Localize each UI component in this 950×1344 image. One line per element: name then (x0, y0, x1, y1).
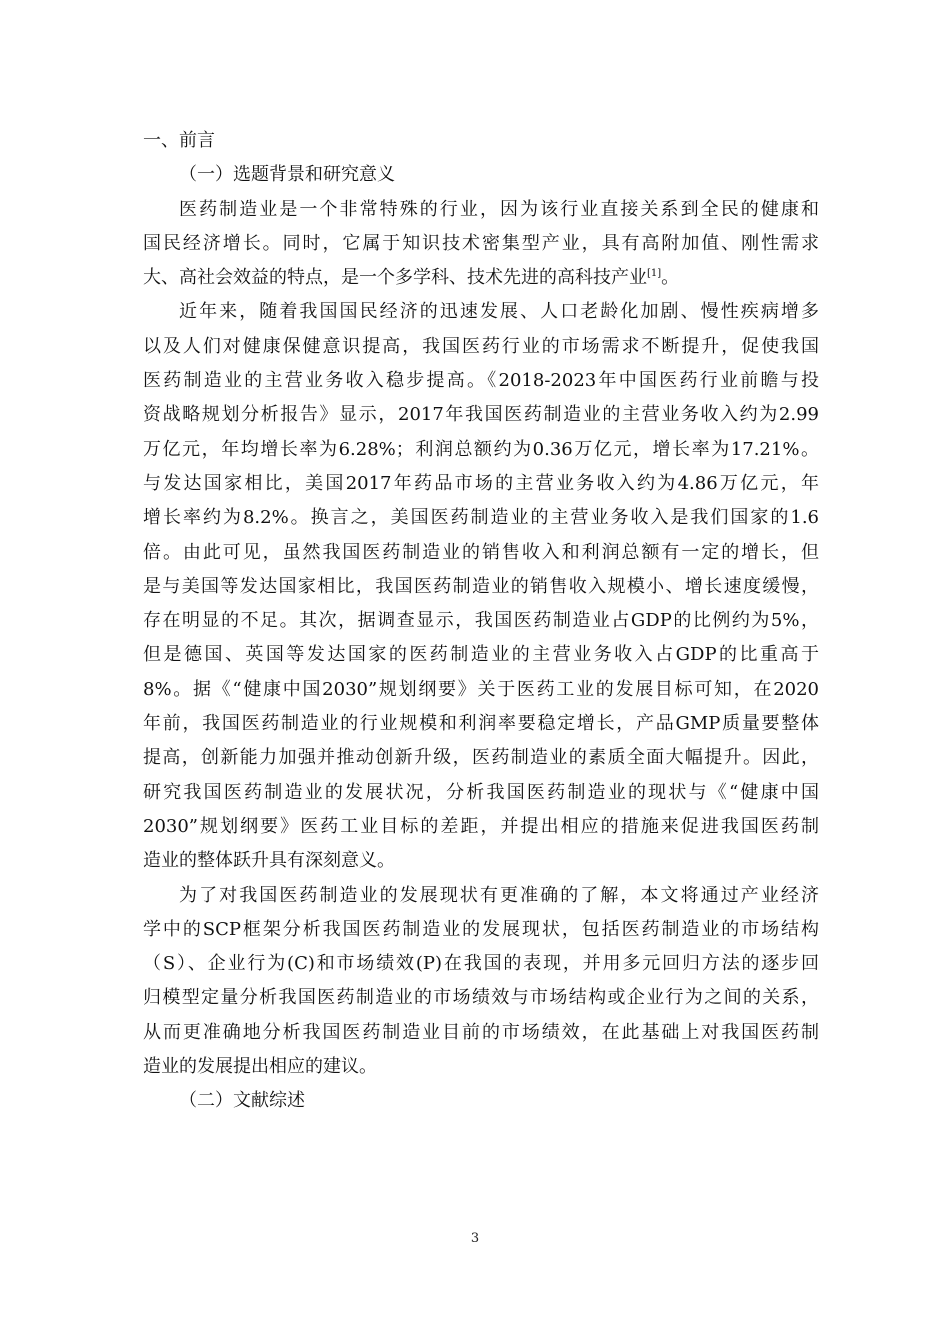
paragraph-industry-intro (143, 193, 819, 296)
paragraph-line: 2030”规划纲要》医药工业目标的差距，并提出相应的措施来促进我国医药制 (143, 815, 819, 837)
page-number: 3 (470, 1231, 480, 1246)
section-title-literature-review: （二）文献综述 (179, 1090, 305, 1112)
paragraph-line: 造业的整体跃升具有深刻意义。 (143, 850, 395, 872)
paragraph-line: 近年来，随着我国国民经济的迅速发展、人口老龄化加剧、慢性疾病增多 (179, 301, 819, 323)
paragraph-line: 从而更准确地分析我国医药制造业目前的市场绩效，在此基础上对我国医药制 (143, 1021, 819, 1043)
paragraph-line: 造业的发展提出相应的建议。 (143, 1056, 377, 1078)
paragraph-line (143, 261, 819, 295)
paragraph-line: （S）、企业行为(C)和市场绩效(P)在我国的表现，并用多元回归方法的逐步回 (143, 953, 819, 975)
heading-preface: 一、前言 (143, 130, 215, 151)
paragraph-line: 是与美国等发达国家相比，我国医药制造业的销售收入规模小、增长速度缓慢， (143, 575, 819, 597)
citation-ref[interactable]: [1] (647, 268, 662, 280)
paragraph-line: 倍。由此可见，虽然我国医药制造业的销售收入和利润总额有一定的增长，但 (143, 541, 819, 563)
paragraph-line: 但是德国、英国等发达国家的医药制造业的主营业务收入占GDP的比重高于 (143, 644, 819, 666)
paragraph-line: 存在明显的不足。其次，据调查显示，我国医药制造业占GDP的比例约为5%， (143, 610, 819, 632)
paragraph-line: 与发达国家相比，美国2017年药品市场的主营业务收入约为4.86万亿元，年 (143, 472, 819, 494)
section-title-background: （一）选题背景和研究意义 (179, 164, 395, 186)
paragraph-line: 增长率约为8.2%。换言之，美国医药制造业的主营业务收入是我们国家的1.6 (143, 507, 819, 529)
paragraph-line: 8%。据《“健康中国2030”规划纲要》关于医药工业的发展目标可知，在2020 (143, 678, 819, 700)
page-content (143, 124, 819, 1119)
line-text: 大、高社会效益的特点，是一个多学科、技术先进的高科技产业 (143, 267, 647, 289)
paragraph-line: 以及人们对健康保健意识提高，我国医药行业的市场需求不断提升，促使我国 (143, 335, 819, 357)
paragraph-line: 归模型定量分析我国医药制造业的市场绩效与市场结构或企业行为之间的关系， (143, 987, 819, 1009)
paragraph-research-method (143, 879, 819, 1085)
paragraph-line: 研究我国医药制造业的发展状况，分析我国医药制造业的现状与《“健康中国 (143, 781, 819, 803)
paragraph-line: 为了对我国医药制造业的发展现状有更准确的了解，本文将通过产业经济 (179, 884, 819, 906)
paragraph-line: 国民经济增长。同时，它属于知识技术密集型产业，具有高附加值、刚性需求 (143, 232, 819, 254)
paragraph-line: 提高，创新能力加强并推动创新升级，医药制造业的素质全面大幅提升。因此， (143, 747, 819, 769)
paragraph-line: 万亿元，年均增长率为6.28%；利润总额约为0.36万亿元，增长率为17.21%。 (143, 438, 819, 460)
paragraph-line: 年前，我国医药制造业的行业规模和利润率要稳定增长，产品GMP质量要整体 (143, 713, 819, 735)
paragraph-line: 医药制造业是一个非常特殊的行业，因为该行业直接关系到全民的健康和 (179, 198, 819, 220)
paragraph-line: 学中的SCP框架分析我国医药制造业的发展现状，包括医药制造业的市场结构 (143, 918, 819, 940)
paragraph-market-analysis (143, 295, 819, 878)
paragraph-line: 医药制造业的主营业务收入稳步提高。《2018-2023年中国医药行业前瞻与投 (143, 370, 819, 392)
paragraph-line: 资战略规划分析报告》显示，2017年我国医药制造业的主营业务收入约为2.99 (143, 404, 819, 426)
line-end: 。 (661, 267, 680, 289)
